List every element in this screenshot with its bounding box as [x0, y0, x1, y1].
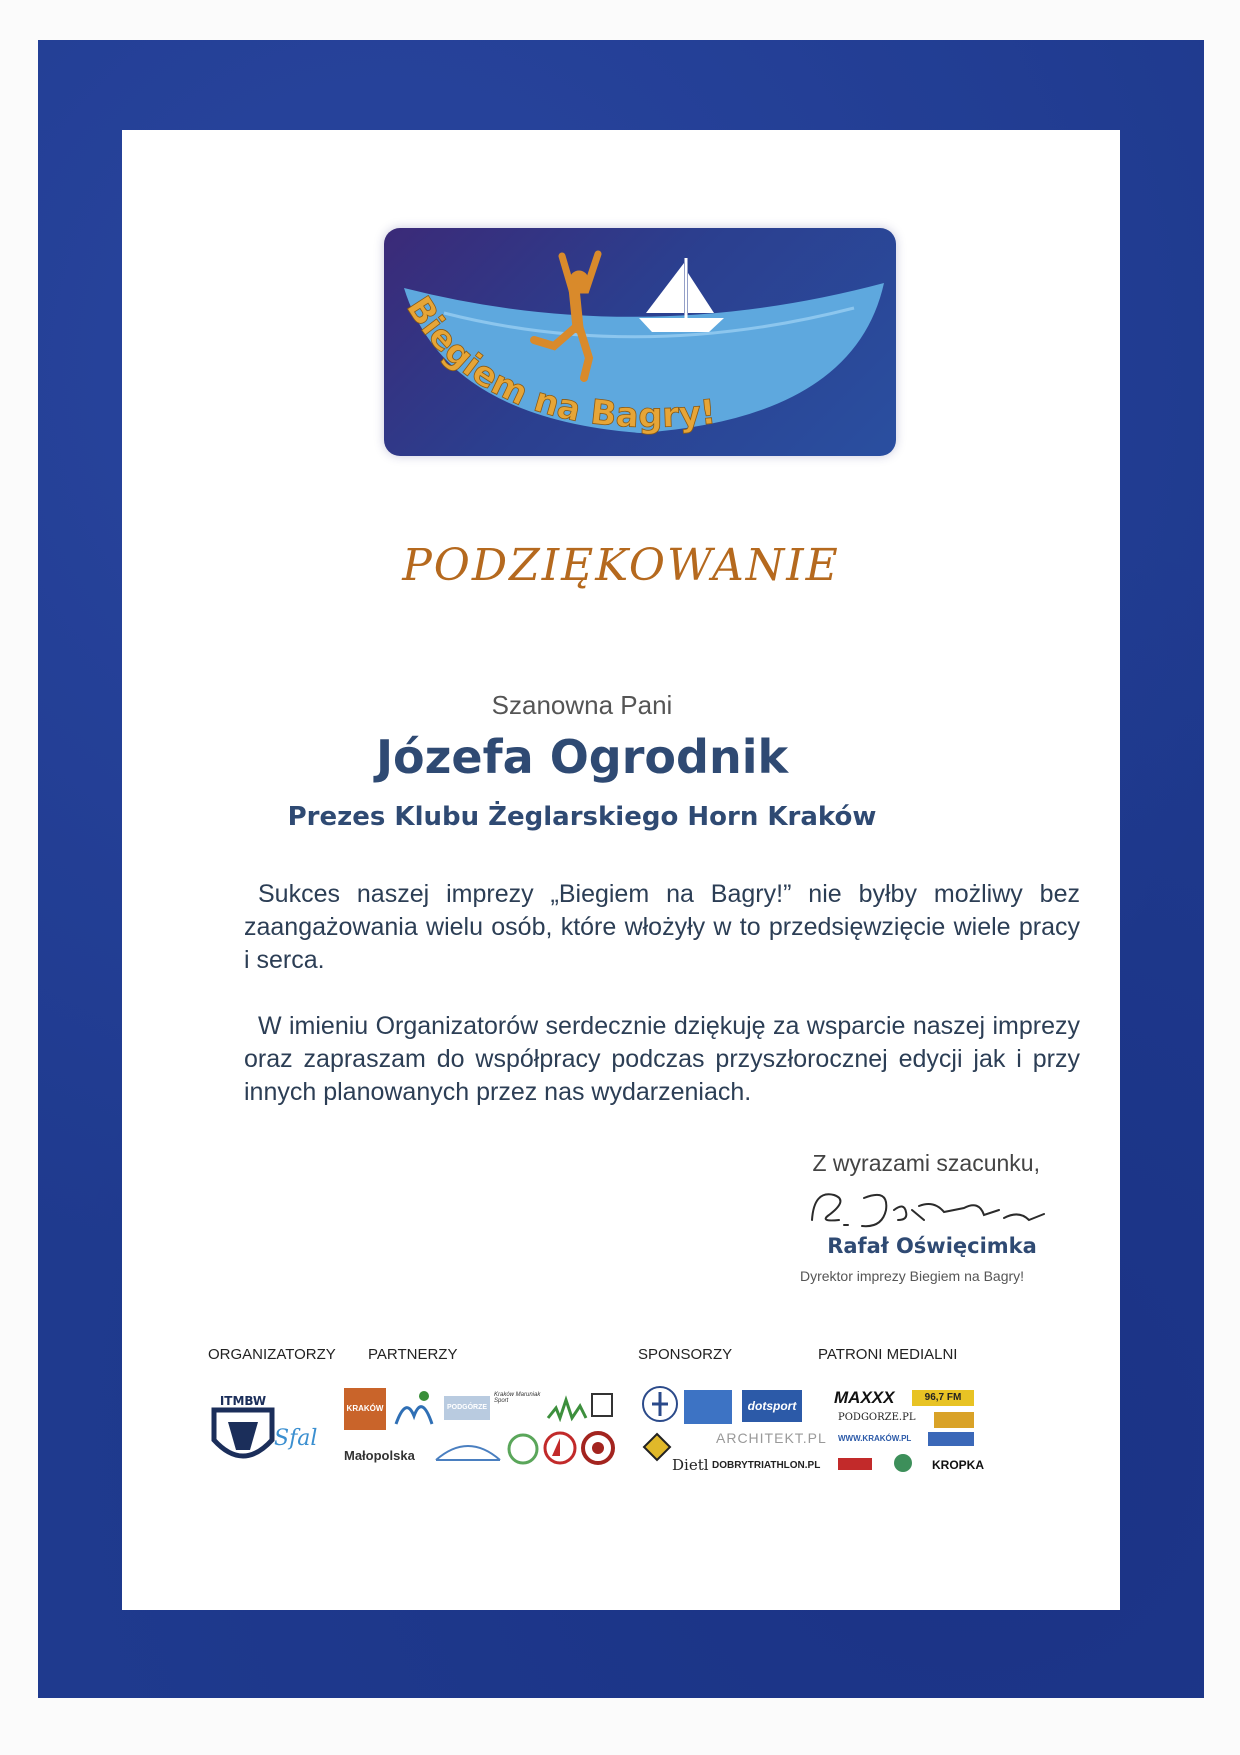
logo-text: Biegiem na Bagry! [398, 289, 718, 437]
red-media-logo [838, 1458, 872, 1470]
podgorze-partner-logo: PODGÓRZE [444, 1396, 490, 1420]
signer-name: Rafał Oświęcimka [827, 1234, 1037, 1258]
recipient-name: Józefa Ogrodnik [375, 730, 789, 784]
dietl-logo: Dietl [672, 1456, 709, 1474]
green-circle-logo [506, 1432, 540, 1466]
sfal-logo: Sfal [274, 1426, 318, 1451]
krakow-pl-logo: WWW.KRAKÓW.PL [838, 1434, 912, 1443]
krakow-logo: KRAKÓW [344, 1388, 386, 1430]
sailing-club-logo [542, 1430, 578, 1466]
blue-media-logo [928, 1432, 974, 1446]
diamond-sponsor-logo [642, 1432, 672, 1462]
city-skyline-logo [546, 1388, 616, 1422]
red-emblem-logo [580, 1430, 616, 1466]
handwritten-signature [794, 1180, 1054, 1240]
dobrytriathlon-logo: DOBRYTRIATHLON.PL [712, 1460, 821, 1471]
section-label-sponsors: SPONSORZY [638, 1346, 733, 1363]
green-media-logo [892, 1452, 914, 1474]
itmbw-logo [210, 1392, 276, 1472]
malopolska-logo: Małopolska [344, 1448, 415, 1463]
body-paragraph: W imieniu Organizatorów serdecznie dziękuję za wsparcie naszej imprezy oraz zapraszam do współpracy podczas przyszłorocznej edycji jak i przy innych planowanych przez nas wydarzeniach. [244, 1012, 1080, 1106]
section-label-media: PATRONI MEDIALNI [818, 1346, 958, 1363]
blue-border-frame [38, 40, 1204, 1698]
event-logo [384, 228, 896, 456]
podgorze-pl-logo: PODGORZE.PL [838, 1412, 916, 1423]
mountain-logo [392, 1386, 436, 1430]
medical-emblem-logo [640, 1384, 680, 1424]
section-label-partners: PARTNERZY [368, 1346, 458, 1363]
bridge-logo [434, 1436, 502, 1466]
kropka-logo: KROPKA [932, 1458, 985, 1472]
section-label-organizers: ORGANIZATORZY [208, 1346, 336, 1363]
maxxx-logo: MAXXX [834, 1388, 895, 1407]
certificate-sheet [122, 130, 1120, 1610]
salutation: Szanowna Pani [491, 690, 673, 720]
radio-967-logo: 96,7 FM [912, 1390, 974, 1406]
signer-role: Dyrektor imprezy Biegiem na Bagry! [799, 1268, 1025, 1284]
certificate-title: PODZIĘKOWANIE [402, 540, 840, 591]
svg-text:ITMBW: ITMBW [219, 1394, 267, 1408]
yellow-media-logo [934, 1412, 974, 1428]
body-paragraph: Sukces naszej imprezy „Biegiem na Bagry!” nie byłby możliwy bez zaangażowania wielu osób, które włożyły w to przedsięwzięcie wiele pracy i serca. [244, 880, 1080, 974]
sailboat-icon [639, 258, 724, 332]
closing-phrase: Z wyrazami szacunku, [812, 1150, 1040, 1176]
architekt-logo: ARCHITEKT.PL [716, 1430, 827, 1446]
recipient-position: Prezes Klubu Żeglarskiego Horn Kraków [287, 802, 877, 832]
dotsport-logo: dotsport [742, 1390, 802, 1422]
blue-square-logo [684, 1390, 732, 1424]
event-logo-graphic [384, 228, 896, 456]
krakow-sport-logo: Kraków Maruniak Sport [494, 1392, 541, 1404]
